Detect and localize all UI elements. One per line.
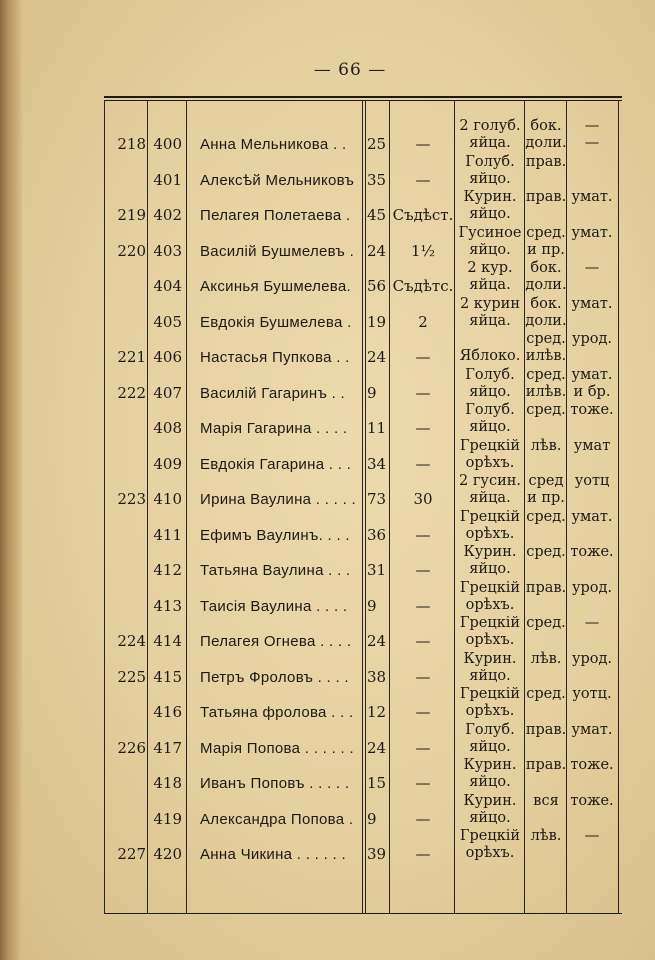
position-cell: лѣв.	[530, 828, 562, 844]
duration-cell: —	[415, 667, 431, 686]
record-number-cell: 403	[153, 241, 182, 260]
size-cell: Гусиное яйцо.	[458, 224, 522, 258]
patient-name-cell: Настасья Пупкова . .	[200, 349, 350, 366]
size-cell: 2 гусин. яйца.	[458, 473, 522, 506]
age-cell: 45	[367, 206, 387, 224]
size-cell: Грецкій орѣхъ.	[459, 686, 521, 719]
record-number-cell: 420	[153, 845, 182, 863]
size-cell: Курин. яйцо.	[463, 544, 517, 577]
position-cell: лѣв.	[530, 650, 562, 667]
note-cell: умат	[573, 437, 611, 454]
note-cell: урод.	[571, 579, 613, 596]
age-cell: 12	[367, 703, 387, 721]
patient-name-cell: Алексѣй Мельниковъ	[200, 171, 355, 189]
position-cell: прав.	[525, 757, 567, 773]
age-cell: 9	[367, 809, 377, 828]
note-cell: умат. и бр.	[571, 366, 613, 400]
note-cell: умат.	[571, 721, 613, 738]
position-cell: прав.	[525, 579, 567, 596]
size-cell: Курин. яйцо.	[463, 189, 517, 222]
column-divider	[147, 100, 148, 914]
age-cell: 35	[367, 170, 387, 189]
duration-cell: 30	[413, 490, 433, 508]
column-divider	[186, 100, 187, 914]
record-number-cell: 400	[153, 135, 182, 153]
size-cell: Грецкій орѣхъ.	[459, 579, 521, 613]
note-cell: —	[584, 615, 600, 631]
age-cell: 9	[367, 596, 377, 615]
record-number-cell: 417	[153, 738, 182, 757]
duration-cell: —	[415, 703, 431, 721]
patient-name-cell: Татьяна фролова . . .	[200, 704, 354, 721]
duration-cell: —	[415, 809, 431, 828]
position-cell: сред и пр.	[527, 473, 565, 506]
serial-number-cell: 226	[117, 738, 146, 757]
position-cell: сред. илѣв.	[525, 366, 567, 400]
duration-cell: —	[415, 383, 431, 402]
patient-name-cell: Марія Попова . . . . . .	[200, 739, 354, 757]
table-top-rule	[104, 96, 622, 98]
duration-cell: —	[415, 454, 431, 473]
age-cell: 11	[367, 419, 387, 437]
age-cell: 24	[367, 241, 387, 260]
note-cell: уотц	[574, 473, 610, 489]
record-number-cell: 409	[153, 454, 182, 473]
patient-name-cell: Ефимъ Ваулинъ. . . .	[200, 526, 350, 544]
age-cell: 24	[367, 738, 387, 757]
age-cell: 15	[367, 774, 387, 792]
size-cell: 2 кур. яйца.	[467, 260, 513, 293]
note-cell: умат.	[571, 189, 613, 205]
position-cell: бок. доли.	[525, 118, 567, 151]
size-cell: Голуб. яйцо.	[465, 153, 515, 187]
record-number-cell: 404	[153, 277, 182, 295]
size-cell: Грецкій орѣхъ.	[459, 437, 521, 471]
column-divider	[365, 100, 366, 914]
record-number-cell: 405	[153, 312, 182, 331]
age-cell: 39	[367, 845, 387, 863]
position-cell: сред. илѣв.	[525, 331, 567, 364]
patient-name-cell: Петръ Фроловъ . . . .	[200, 668, 349, 686]
record-number-cell: 412	[153, 561, 182, 579]
age-cell: 31	[367, 561, 387, 579]
size-cell: Голуб. яйцо.	[465, 366, 515, 400]
position-cell: сред.	[526, 402, 566, 418]
patient-name-cell: Аксинья Бушмелева.	[200, 278, 352, 295]
size-cell: Голуб. яйцо.	[465, 721, 515, 755]
age-cell: 24	[367, 632, 387, 650]
patient-name-cell: Таисія Ваулина . . . .	[200, 597, 348, 615]
patient-name-cell: Пелагея Огнева . . . .	[200, 633, 352, 650]
duration-cell: —	[415, 596, 431, 615]
patient-name-cell: Пелагея Полетаева .	[200, 207, 351, 224]
size-cell: Курин. яйцо.	[463, 792, 517, 826]
duration-cell: —	[415, 738, 431, 757]
serial-number-cell: 222	[117, 383, 146, 402]
patient-name-cell: Татьяна Ваулина . . .	[200, 562, 351, 579]
patient-name-cell: Александра Попова .	[200, 810, 354, 828]
record-number-cell: 415	[153, 667, 182, 686]
duration-cell: —	[415, 135, 431, 153]
age-cell: 34	[367, 454, 387, 473]
patient-name-cell: Василій Гагаринъ . .	[200, 384, 346, 402]
serial-number-cell: 218	[117, 135, 146, 153]
size-cell: Грецкій орѣхъ.	[459, 615, 521, 648]
duration-cell: —	[415, 170, 431, 189]
patient-name-cell: Анна Мельникова . .	[200, 136, 347, 153]
record-number-cell: 402	[153, 206, 182, 224]
record-number-cell: 419	[153, 809, 182, 828]
position-cell: сред.	[526, 686, 566, 702]
size-cell: 2 курин яйца.	[459, 295, 521, 329]
patient-name-cell: Василій Бушмелевъ .	[200, 242, 355, 260]
record-number-cell: 406	[153, 348, 182, 366]
note-cell: —	[584, 260, 600, 276]
record-number-cell: 418	[153, 774, 182, 792]
size-cell: Голуб. яйцо.	[465, 402, 515, 435]
position-cell: сред.	[526, 544, 566, 560]
serial-number-cell: 225	[117, 667, 146, 686]
note-cell: тоже.	[570, 757, 614, 773]
page-number: — 66 —	[313, 60, 387, 80]
duration-cell: 2	[418, 312, 428, 331]
record-number-cell: 413	[153, 596, 182, 615]
note-cell: урод.	[571, 650, 613, 667]
serial-number-cell: 220	[117, 241, 146, 260]
size-cell: Курин. яйцо.	[463, 650, 517, 684]
duration-cell: —	[415, 561, 431, 579]
age-cell: 25	[367, 135, 387, 153]
position-cell: вся	[533, 792, 559, 809]
position-cell: прав.	[525, 721, 567, 738]
record-number-cell: 408	[153, 419, 182, 437]
position-cell: сред. и пр.	[526, 224, 566, 258]
column-divider	[362, 100, 363, 914]
serial-number-cell: 227	[117, 845, 146, 863]
duration-cell: 1½	[410, 241, 436, 260]
table-top-rule-thin	[104, 100, 622, 101]
serial-number-cell: 223	[117, 490, 146, 508]
age-cell: 36	[367, 525, 387, 544]
record-number-cell: 401	[153, 170, 182, 189]
note-cell: умат.	[571, 224, 613, 241]
age-cell: 73	[367, 490, 387, 508]
position-cell: сред.	[526, 508, 566, 525]
age-cell: 9	[367, 383, 377, 402]
serial-number-cell: 219	[117, 206, 146, 224]
size-cell: Курин. яйцо.	[463, 757, 517, 790]
table-bottom-rule	[104, 913, 622, 914]
patient-name-cell: Марія Гагарина . . . .	[200, 420, 348, 437]
size-cell: Грецкій орѣхъ.	[459, 508, 521, 542]
note-cell: умат.	[571, 295, 613, 312]
note-cell: тоже.	[570, 792, 614, 809]
column-divider	[389, 100, 390, 914]
record-number-cell: 410	[153, 490, 182, 508]
record-number-cell: 411	[153, 525, 182, 544]
record-number-cell: 416	[153, 703, 182, 721]
position-cell: бок. доли.	[525, 260, 567, 293]
duration-cell: —	[415, 632, 431, 650]
duration-cell: Съдѣтс.	[392, 277, 454, 295]
table-border-left	[104, 100, 105, 914]
patient-name-cell: Анна Чикина . . . . . .	[200, 846, 346, 863]
note-cell: — —	[584, 118, 600, 151]
size-cell: Грецкій орѣхъ.	[459, 828, 521, 861]
position-cell: лѣв.	[530, 437, 562, 454]
age-cell: 38	[367, 667, 387, 686]
size-cell: Яблоко.	[459, 348, 521, 364]
note-cell: уотц.	[572, 686, 612, 702]
age-cell: 19	[367, 312, 387, 331]
age-cell: 24	[367, 348, 387, 366]
note-cell: урод.	[571, 331, 613, 347]
patient-name-cell: Ирина Ваулина . . . . .	[200, 491, 356, 508]
size-cell: 2 голуб. яйца.	[459, 118, 521, 151]
duration-cell: —	[415, 419, 431, 437]
patient-name-cell: Евдокія Бушмелева .	[200, 313, 352, 331]
serial-number-cell: 221	[117, 348, 146, 366]
duration-cell: —	[415, 348, 431, 366]
note-cell: тоже.	[570, 402, 614, 418]
note-cell: тоже.	[570, 544, 614, 560]
duration-cell: —	[415, 774, 431, 792]
note-cell: —	[584, 828, 600, 844]
book-binding	[0, 0, 22, 960]
position-cell: сред.	[526, 615, 566, 631]
duration-cell: —	[415, 525, 431, 544]
note-cell: умат.	[571, 508, 613, 525]
record-number-cell: 407	[153, 383, 182, 402]
position-cell: прав.	[525, 189, 567, 205]
duration-cell: Съдѣст.	[392, 206, 454, 224]
record-number-cell: 414	[153, 632, 182, 650]
position-cell: бок. доли.	[525, 295, 567, 329]
position-cell: прав.	[525, 153, 567, 170]
serial-number-cell: 224	[117, 632, 146, 650]
patient-name-cell: Евдокія Гагарина . . .	[200, 455, 352, 473]
table-border-right	[618, 100, 619, 914]
patient-name-cell: Иванъ Поповъ . . . . .	[200, 775, 350, 792]
age-cell: 56	[367, 277, 387, 295]
duration-cell: —	[415, 845, 431, 863]
